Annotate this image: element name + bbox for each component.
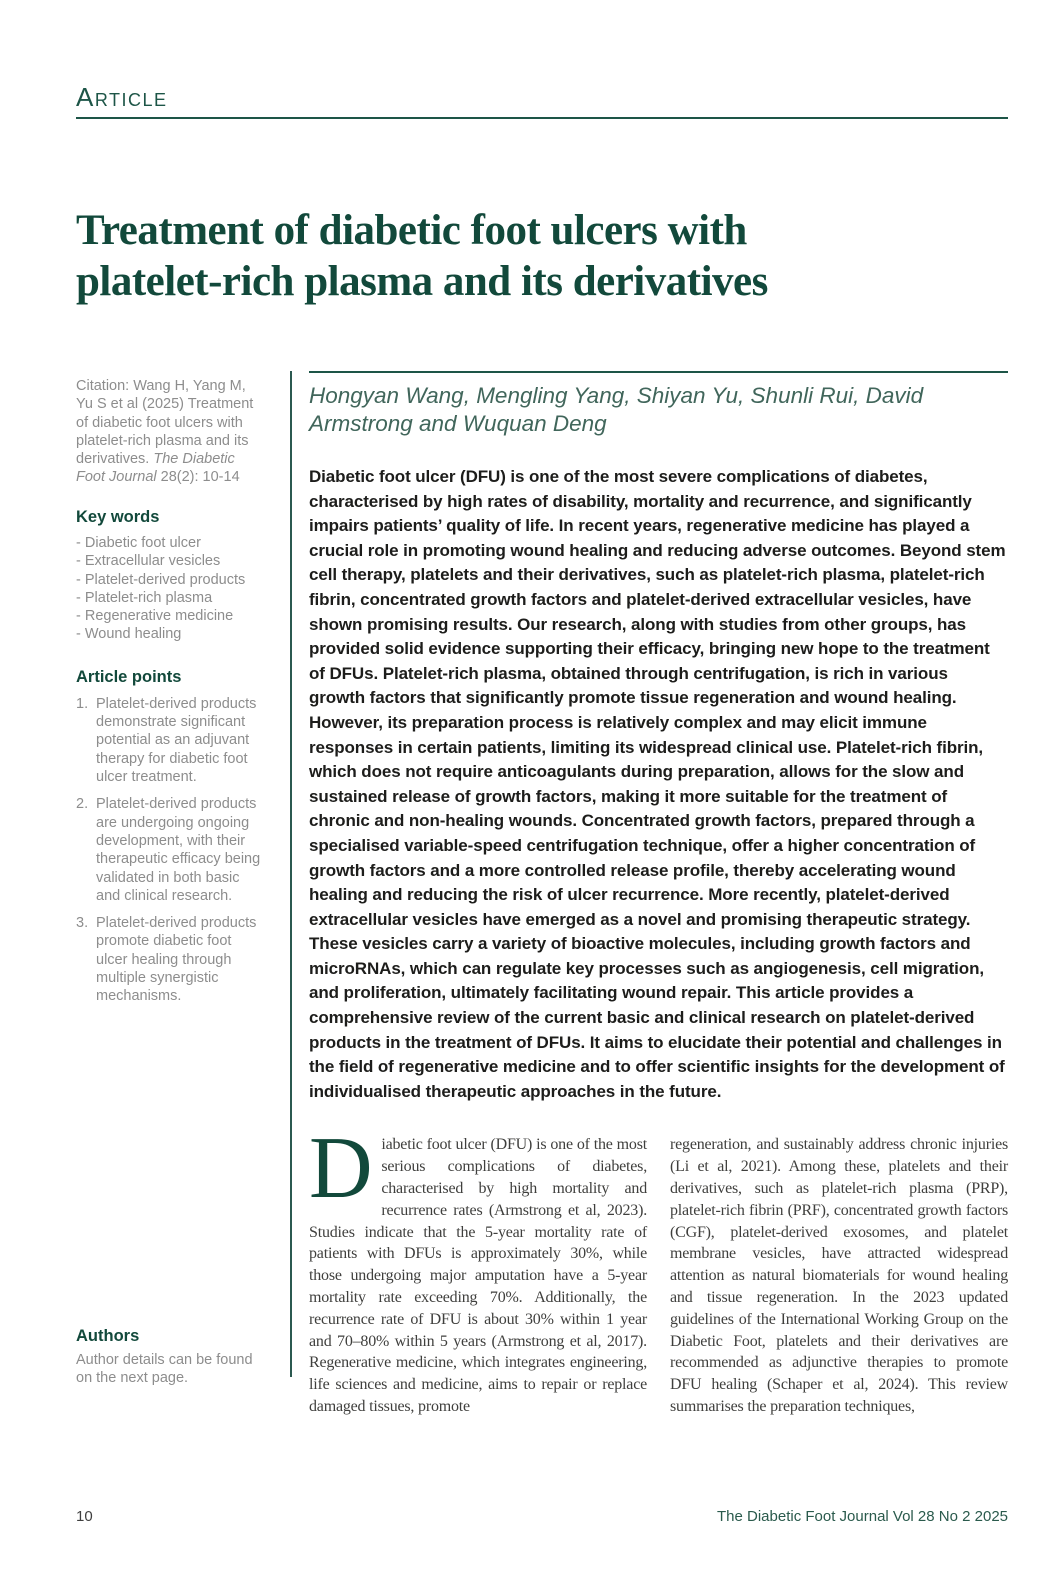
sidebar [76,371,262,1401]
article-title-line-2: platelet-rich plasma and its derivatives [76,258,768,305]
article-points-section [76,668,262,1006]
keyword-item: - Extracellular vesicles [76,553,221,570]
authors-note-text: Author details can be found on the next page. [76,1352,253,1387]
article-title-line-1: Treatment of diabetic foot ulcers with [76,207,747,254]
keywords-heading: Key words [76,507,160,526]
article-point-text: Platelet-derived products demonstrate significant potential as an adjuvant therapy for diabetic foot ulcer treatment. [96,695,257,786]
page-footer [76,1508,1008,1525]
citation-volume: 28(2): 10-14 [156,469,240,486]
page-number: 10 [76,1508,93,1525]
body-column-2: regeneration, and sustainably address chronic injuries (Li et al, 2021). Among these, platelets and their derivatives, such as platelet-rich plasma (PRP), platelet-rich fibrin (PRF), concentrated growth factors (CGF), platelet-derived exosomes, and platelet membrane vesicles, have attracted widespread attention as natural biomaterials for wound healing and tissue regeneration. In the 2023 updated guidelines of the International Working Group on the Diabetic Foot, platelets and their derivatives are recommended as adjunctive therapies to promote DFU healing (Schaper et al, 2024). This review summarises the preparation techniques, [670,1136,1008,1415]
keywords-section [76,508,262,644]
article-point-number: 3. [76,915,89,932]
citation-text: Citation: Wang H, Yang M, Yu S et al (2025) Treatment of diabetic foot ulcers with platelet-rich plasma and its derivatives. [76,378,254,468]
keywords-list [76,534,262,644]
authors-heading: Authors [76,1327,140,1345]
article-point-text: Platelet-derived products promote diabetic foot ulcer healing through multiple synergistic mechanisms. [96,915,257,1005]
author-line: Hongyan Wang, Mengling Yang, Shiyan Yu, Shunli Rui, David Armstrong and Wuquan Deng [309,383,924,436]
article-points-list [76,695,262,1006]
article-point-number: 1. [76,695,89,712]
abstract: Diabetic foot ulcer (DFU) is one of the most severe complications of diabetes, characterised by high rates of disability, mortality and recurrence, and significantly impairs patients’ quality of life. In recent years, regenerative medicine has played a crucial role in promoting wound healing and reducing adverse outcomes. Beyond stem cell therapy, platelets and their derivatives, such as platelet-rich plasma, platelet-rich fibrin, concentrated growth factors and platelet-derived extracellular vesicles, have shown promising results. Our research, along with studies from other groups, has provided solid evidence supporting their efficacy, bringing new hope to the treatment of DFUs. Platelet-rich plasma, obtained through centrifugation, is rich in various growth factors that significantly promote tissue regeneration and wound healing. However, its preparation process is relatively complex and may elicit immune responses in certain patients, limiting its widespread clinical use. Platelet-rich fibrin, which does not require anticoagulants during preparation, allows for the slow and sustained release of growth factors, making it more suitable for the treatment of chronic and non-healing wounds. Concentrated growth factors, prepared through a specialised variable-speed centrifugation technique, offer a higher concentration of growth factors and a more controlled release profile, thereby accelerating wound healing and reducing the risk of ulcer recurrence. More recently, platelet-derived extracellular vesicles have emerged as a novel and promising therapeutic strategy. These vesicles carry a variety of bioactive molecules, including growth factors and microRNAs, which can regulate key processes such as angiogenesis, cell migration, and proliferation, ultimately facilitating wound repair. This article provides a comprehensive review of the current basic and clinical research on platelet-derived products in the treatment of DFUs. It aims to elucidate their potential and challenges in the field of regenerative medicine and to offer scientific insights for the development of individualised therapeutic approaches in the future. [309,467,1006,1101]
citation-journal-name: The Diabetic Foot Journal [76,451,235,486]
keyword-item: - Platelet-rich plasma [76,589,213,606]
article-points-heading: Article points [76,667,182,686]
section-kicker: Article [76,82,168,112]
journal-footer-line: The Diabetic Foot Journal Vol 28 No 2 2025 [716,1508,1008,1525]
main-column [309,371,1008,1418]
keyword-item: - Platelet-derived products [76,571,246,588]
content-row [76,371,1008,1418]
article-point-number: 2. [76,796,89,813]
dropcap: D [309,1120,373,1218]
article-title [76,205,1008,307]
article-point [76,695,262,786]
keyword-item: - Wound healing [76,626,182,643]
article-point-text: Platelet-derived products are undergoing ongoing development, with their therapeutic efficacy being validated in both basic and clinical research. [96,796,261,904]
article-page [0,84,1058,1581]
authors-note-section [76,1327,262,1388]
article-point [76,795,262,905]
keyword-item: - Diabetic foot ulcer [76,534,201,551]
body-column-1-text: iabetic foot ulcer (DFU) is one of the most serious complications of diabetes, characterised by high mortality and recurrence rates (Armstrong et al, 2023). Studies indicate that the 5-year mortality rate of patients with DFUs is approximately 30%, while those undergoing major amputation have a 5-year mortality rate exceeding 70%. Additionally, the recurrence rate of DFU is about 30% within 1 year and 70–80% within 5 years (Armstrong et al, 2017). Regenerative medicine, which integrates engineering, life sciences and medicine, aims to repair or replace damaged tissues, promote [309,1136,647,1415]
article-point [76,914,262,1005]
keyword-item: - Regenerative medicine [76,608,234,625]
citation [76,377,262,487]
body-column-1 [309,1120,647,1417]
body-columns [309,1120,1008,1417]
vertical-divider [290,371,292,1377]
kicker-rule [76,117,1008,119]
